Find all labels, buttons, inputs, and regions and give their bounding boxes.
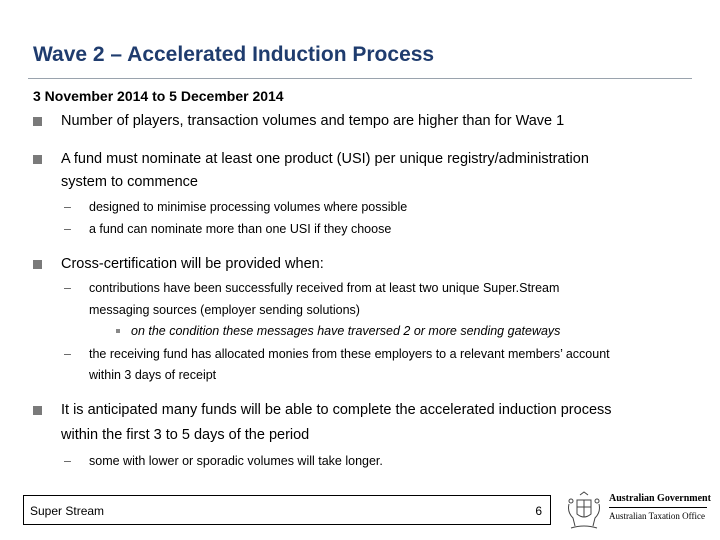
bullet-text: Number of players, transaction volumes and tempo are higher than for Wave 1 (61, 113, 565, 129)
sub-bullet-text-continued: within 3 days of receipt (89, 368, 217, 382)
dash-marker: – (64, 454, 71, 468)
bullet-text-continued: system to commence (61, 174, 198, 190)
sub-bullet-text: designed to minimise processing volumes where possible (89, 200, 408, 214)
dash-marker: – (64, 222, 71, 236)
bullet-square-icon (33, 260, 42, 269)
dash-marker: – (64, 281, 71, 295)
bullet-text: A fund must nominate at least one product (USI) per unique registry/administration (61, 151, 589, 167)
bullet-square-icon (33, 155, 42, 164)
sub-sub-bullet-text: on the condition these messages have traversed 2 or more sending gateways (131, 324, 561, 338)
government-logo (565, 490, 710, 532)
bullet-square-icon (33, 117, 42, 126)
org-divider (609, 507, 707, 508)
agency-name: Australian Taxation Office (609, 511, 706, 521)
page-number: 6 (535, 504, 542, 518)
sub-bullet-text: a fund can nominate more than one USI if they choose (89, 222, 392, 236)
sub-bullet-text-continued: messaging sources (employer sending solutions) (89, 303, 360, 317)
dash-marker: – (64, 347, 71, 361)
sub-bullet-text: the receiving fund has allocated monies from these employers to a relevant members’ account (89, 347, 610, 361)
sub-bullet-text: some with lower or sporadic volumes will take longer. (89, 454, 383, 468)
footer-label: Super Stream (30, 504, 105, 518)
org-name: Australian Government (609, 493, 711, 504)
footer-bar (23, 495, 551, 525)
title-divider (28, 78, 692, 79)
bullet-text: It is anticipated many funds will be able to complete the accelerated induction process (61, 402, 612, 418)
sub-bullet-text: contributions have been successfully received from at least two unique Super.Stream (89, 281, 560, 295)
sub-sub-bullet-icon (116, 329, 120, 333)
slide-subtitle: 3 November 2014 to 5 December 2014 (33, 88, 284, 104)
bullet-square-icon (33, 406, 42, 415)
dash-marker: – (64, 200, 71, 214)
coat-of-arms-icon (565, 490, 603, 532)
bullet-text: Cross-certification will be provided when: (61, 256, 324, 272)
bullet-text-continued: within the first 3 to 5 days of the period (61, 427, 310, 443)
slide-title: Wave 2 – Accelerated Induction Process (33, 43, 435, 66)
